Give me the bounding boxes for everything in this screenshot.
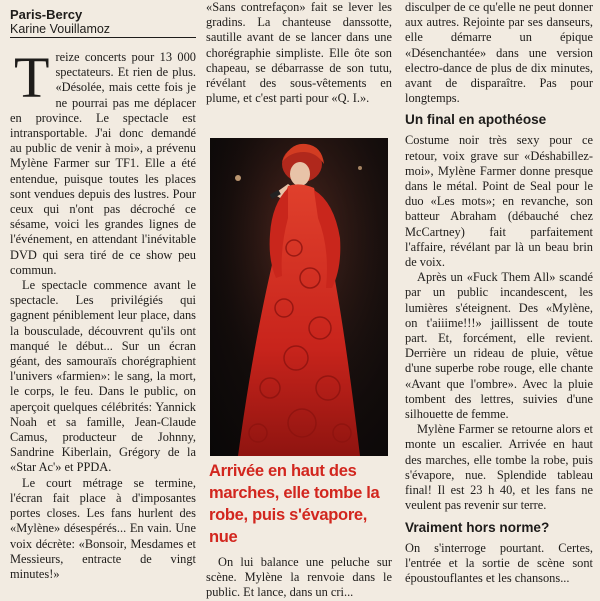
paragraph: On lui balance une peluche sur scène. Mylène la renvoie dans le public. Et lance, dans un cri... (206, 555, 392, 600)
photo-caption: Arrivée en haut des marches, elle tombe la robe, puis s'évapore, nue (209, 462, 380, 546)
paragraph: Mylène Farmer se retourne alors et monte un escalier. Arrivée en haut des marches, elle tombe la robe, puis s'évapore, nue. Splendide tableau final! Il est 23 h 40, et les fans ne veulent pas revenir sur terre. (405, 422, 593, 513)
column-3 (405, 0, 593, 586)
singer-illustration (210, 138, 388, 456)
section-kicker: Paris-Bercy (10, 7, 83, 22)
paragraph: Après un «Fuck Them All» scandé par un public incandescent, les lumières s'éteignent. Des «Mylène, on t'aiiime!!!» jaillissent de toute part. Et, forcément, elle revient. Derrière un rideau de pluie, vêtue d'une superbe robe rouge, elle chante «Avant que l'ombre». Avec la pluie tombent des lettres, suivies d'une silhouette de femme. (405, 270, 593, 422)
subheading-final: Un final en apothéose (405, 112, 547, 128)
column-2 (206, 0, 392, 106)
column-1 (10, 0, 196, 582)
paragraph: disculper de ce qu'elle ne peut donner aux autres. Rejointe par ses danseurs, elle démarre un épique «Désenchantée» dans une version electro-dance de plus de dix minutes, avant de disparaître. Pas pour longtemps. (405, 0, 593, 106)
paragraph: Le spectacle commence avant le spectacle. Les privilégiés qui gagnent péniblement leur place, dans la bousculade, découvrent qu'ils ont manqué le début... Sur un écran géant, des samouraïs chorégraphient l'univers «farmien»: le sang, la mort, le corps, le feu. Dans le public, on aperçoit quelques célébrités: Yannick Noah et sa famille, Jean-Claude Camus, producteur de Johnny, Sandrine Kiberlain, Grégory de la «Star Ac'» et PPDA. (10, 278, 196, 475)
paragraph: On s'interroge pourtant. Certes, l'entrée et la sortie de scène sont époustouflantes et les chansons... (405, 540, 593, 585)
lead-paragraph: Treize concerts pour 13 000 spectateurs. Et rien de plus. «Désolée, mais cette fois je ne pourrai pas me déplacer en province. Le spectacle est intransportable. J'ai donc demandé au public de venir à moi», a prévenu Mylène Farmer sur TF1. Elle a été entendue, puisque toutes les places sont vendues depuis des lustres. Pour ceux qui n'ont pas décroché ce sésame, voici les grandes lignes de l'événement, en attendant l'inévitable DVD qui sera tiré de ce show peu commun. (10, 45, 196, 277)
drop-cap: T (14, 45, 50, 110)
paragraph: «Sans contrefaçon» fait se lever les gradins. La chanteuse danssotte, sautille avant de se lancer dans une chorégraphie simpliste. Elle ôte son chapeau, se débarrasse de son tutu, révélant des sous-vêtements en plume, et c'est parti pour «Q. I.». (206, 0, 392, 106)
paragraph: Le court métrage se termine, l'écran fait place à d'imposantes portes closes. Les fans hurlent des «Mylène» désespérés... En vain. Une voix décrète: «Bonsoir, Mesdames et Messieurs, entracte de vingt minutes!» (10, 475, 196, 581)
concert-photo (210, 138, 388, 456)
byline: Karine Vouillamoz (10, 22, 196, 38)
column-2-bottom (206, 555, 392, 601)
subheading-hors-norme: Vraiment hors norme? (405, 519, 550, 535)
paragraph: Costume noir très sexy pour ce retour, voix grave sur «Déshabillez-moi», Mylène Farmer donne presque dans le métal. Point de Seal pour le duo «Les mots»; en revanche, son batteur Abraham (débauché chez McCartney) fait parfaitement l'affaire, révélant par là un beau brin de voix. (405, 133, 593, 270)
